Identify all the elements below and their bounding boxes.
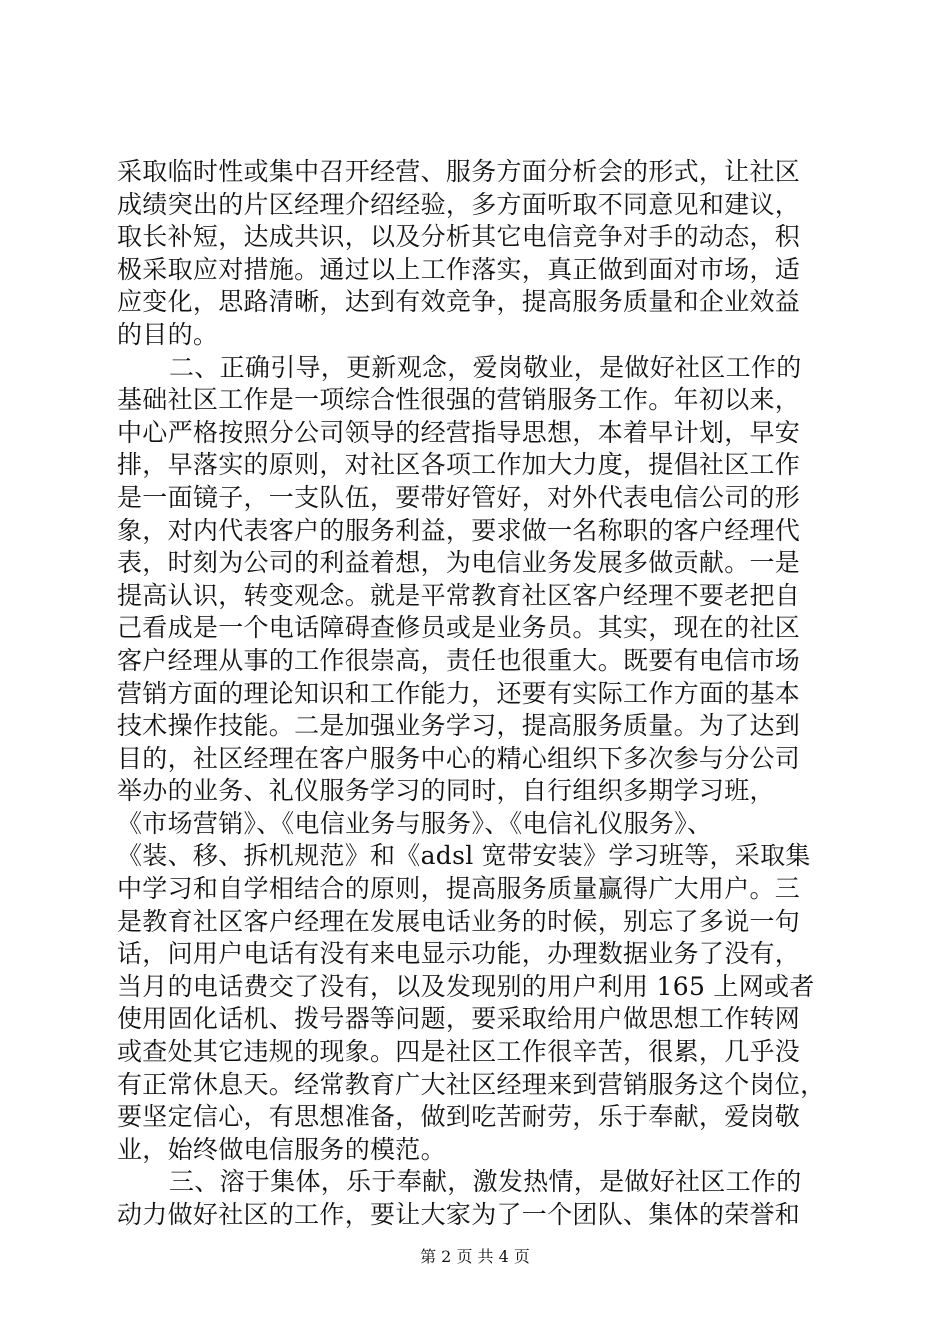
- page-footer: 第 2 页 共 4 页: [420, 1247, 530, 1266]
- text-line: 有正常休息天。经常教育广大社区经理来到营销服务这个岗位，: [117, 1069, 826, 1099]
- paragraph-first-line: 三、溶于集体，乐于奉献，激发热情，是做好社区工作的: [169, 1167, 802, 1197]
- text-line: 使用固化话机、拨号器等问题，要采取给用户做思想工作转网: [117, 1004, 801, 1034]
- text-line: 是一面镜子，一支队伍，要带好管好，对外代表电信公司的形: [117, 482, 801, 512]
- text-line: 动力做好社区的工作，要让大家为了一个团队、集体的荣誉和: [117, 1200, 801, 1229]
- text-line: 业，始终做电信服务的模范。: [117, 1134, 446, 1164]
- text-line: 《市场营销》、《电信业务与服务》、《电信礼仪服务》、: [117, 808, 713, 838]
- text-line: 极采取应对措施。通过以上工作落实，真正做到面对市场，适: [117, 254, 801, 284]
- text-line: 技术操作技能。二是加强业务学习，提高服务质量。为了达到: [117, 711, 801, 741]
- text-line: 客户经理从事的工作很崇高，责任也很重大。既要有电信市场: [117, 645, 801, 675]
- text-line: 排，早落实的原则，对社区各项工作加大力度，提倡社区工作: [117, 450, 801, 480]
- text-line: 应变化，思路清晰，达到有效竞争，提高服务质量和企业效益: [117, 287, 801, 317]
- document-body: [117, 156, 837, 1232]
- text-line: 象，对内代表客户的服务利益，要求做一名称职的客户经理代: [117, 515, 801, 545]
- text-line: 基础社区工作是一项综合性很强的营销服务工作。年初以来，: [117, 385, 801, 415]
- text-line: 采取临时性或集中召开经营、服务方面分析会的形式，让社区: [117, 157, 801, 186]
- text-line: 是教育社区客户经理在发展电话业务的时候，别忘了多说一句: [117, 906, 801, 936]
- text-line: 当月的电话费交了没有，以及发现别的用户利用 165 上网或者: [117, 971, 815, 1001]
- text-line: 话，问用户电话有没有来电显示功能，办理数据业务了没有，: [117, 939, 801, 969]
- text-line: 《装、移、拆机规范》和《adsl 宽带安装》学习班等，采取集: [117, 841, 811, 871]
- text-line: 目的，社区经理在客户服务中心的精心组织下多次参与分公司: [117, 743, 801, 773]
- text-line: 要坚定信心，有思想准备，做到吃苦耐劳，乐于奉献，爱岗敬: [117, 1102, 801, 1132]
- text-line: 的目的。: [117, 319, 219, 349]
- text-line: 己看成是一个电话障碍查修员或是业务员。其实，现在的社区: [117, 613, 801, 643]
- text-line: 提高认识，转变观念。就是平常教育社区客户经理不要老把自: [117, 580, 801, 610]
- text-line: 成绩突出的片区经理介绍经验，多方面听取不同意见和建议，: [117, 189, 801, 219]
- text-line: 中心严格按照分公司领导的经营指导思想，本着早计划，早安: [117, 417, 801, 447]
- text-line: 举办的业务、礼仪服务学习的同时，自行组织多期学习班，: [117, 776, 775, 806]
- text-line: 或查处其它违规的现象。四是社区工作很辛苦，很累，几乎没: [117, 1037, 801, 1067]
- text-line: 取长补短，达成共识，以及分析其它电信竞争对手的动态，积: [117, 222, 801, 252]
- text-line: 表，时刻为公司的利益着想，为电信业务发展多做贡献。一是: [117, 548, 801, 578]
- text-line: 营销方面的理论知识和工作能力，还要有实际工作方面的基本: [117, 678, 801, 708]
- paragraph-first-line: 二、正确引导，更新观念，爱岗敬业，是做好社区工作的: [169, 352, 802, 382]
- text-line: 中学习和自学相结合的原则，提高服务质量赢得广大用户。三: [117, 874, 801, 904]
